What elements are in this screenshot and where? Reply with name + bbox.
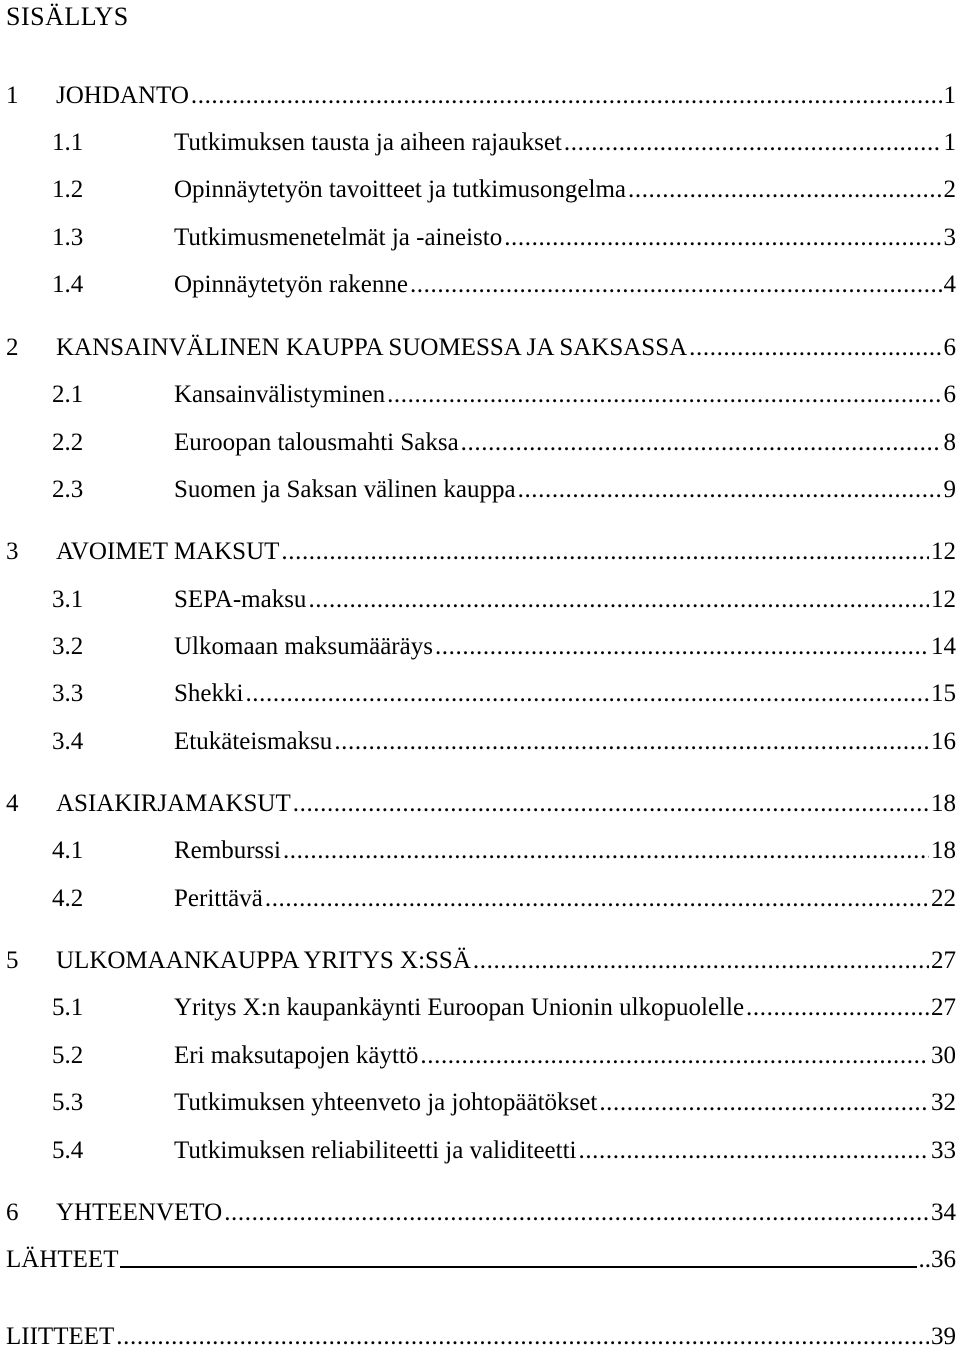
toc-section-5-2[interactable]: [52, 1041, 956, 1071]
toc-section-3-2[interactable]: [52, 632, 956, 662]
section-number: 5.3: [52, 1089, 84, 1116]
toc-title: SISÄLLYS: [6, 2, 129, 31]
page-number: ..36: [918, 1246, 956, 1273]
dot-leader: [420, 1041, 929, 1071]
dot-leader: [116, 1322, 929, 1352]
dot-leader: [461, 428, 942, 458]
section-title: Yritys X:n kaupankäynti Euroopan Unionin ulkopuolelle: [174, 994, 745, 1021]
appendices-title: LIITTEET: [6, 1323, 115, 1350]
section-title: Suomen ja Saksan välinen kauppa: [174, 476, 516, 503]
chapter-title: AVOIMET MAKSUT: [56, 538, 280, 565]
page-number: 15: [931, 680, 956, 707]
dot-leader: [334, 727, 929, 757]
toc-appendices[interactable]: [6, 1322, 956, 1352]
chapter-number: 5: [6, 947, 19, 974]
section-number: 1.1: [52, 129, 84, 156]
section-number: 3.2: [52, 633, 84, 660]
section-number: 2.3: [52, 476, 84, 503]
dash-leader: [120, 1265, 916, 1268]
toc-section-2-3[interactable]: [52, 475, 956, 505]
toc-section-2-2[interactable]: [52, 428, 956, 458]
dot-leader: [504, 223, 941, 253]
dot-leader: [387, 380, 941, 410]
toc-section-5-4[interactable]: [52, 1136, 956, 1166]
section-title: Eri maksutapojen käyttö: [174, 1042, 419, 1069]
dot-leader: [746, 993, 929, 1023]
section-number: 1.2: [52, 176, 84, 203]
page-number: 2: [943, 176, 956, 203]
section-number: 5.2: [52, 1042, 84, 1069]
toc-chapter-2[interactable]: [6, 333, 956, 363]
page-number: 18: [931, 837, 956, 864]
toc-chapter-1[interactable]: [6, 81, 956, 111]
page-number: 12: [931, 586, 956, 613]
section-title: SEPA-maksu: [174, 586, 307, 613]
section-title: Tutkimuksen tausta ja aiheen rajaukset: [174, 129, 562, 156]
page-number: 27: [931, 947, 956, 974]
page-number: 33: [931, 1137, 956, 1164]
chapter-number: 4: [6, 790, 19, 817]
section-title: Etukäteismaksu: [174, 728, 333, 755]
chapter-title: KANSAINVÄLINEN KAUPPA SUOMESSA JA SAKSASSA: [56, 334, 688, 361]
dot-leader: [518, 475, 942, 505]
section-number: 4.2: [52, 885, 84, 912]
page-number: 14: [931, 633, 956, 660]
section-number: 5.1: [52, 994, 84, 1021]
chapter-number: 2: [6, 334, 19, 361]
page-number: 3: [943, 224, 956, 251]
section-title: Tutkimuksen reliabiliteetti ja validiteetti: [174, 1137, 577, 1164]
dot-leader: [265, 884, 929, 914]
toc-section-2-1[interactable]: [52, 380, 956, 410]
toc-section-4-2[interactable]: [52, 884, 956, 914]
dot-leader: [689, 333, 941, 363]
chapter-number: 1: [6, 82, 19, 109]
dot-leader: [578, 1136, 929, 1166]
chapter-title: YHTEENVETO: [56, 1199, 223, 1226]
section-title: Opinnäytetyön tavoitteet ja tutkimusongelma: [174, 176, 626, 203]
dot-leader: [293, 789, 929, 819]
dot-leader: [245, 679, 929, 709]
chapter-title: ULKOMAANKAUPPA YRITYS X:SSÄ: [56, 947, 471, 974]
section-number: 4.1: [52, 837, 84, 864]
section-title: Shekki: [174, 680, 244, 707]
toc-section-1-2[interactable]: [52, 175, 956, 205]
chapter-title: JOHDANTO: [56, 82, 189, 109]
toc-chapter-6[interactable]: [6, 1198, 956, 1228]
dot-leader: [435, 632, 929, 662]
page-number: 32: [931, 1089, 956, 1116]
dot-leader: [191, 81, 942, 111]
section-number: 2.1: [52, 381, 84, 408]
section-number: 3.1: [52, 586, 84, 613]
page-number: 34: [931, 1199, 956, 1226]
toc-section-5-1[interactable]: [52, 993, 956, 1023]
page-number: 27: [931, 994, 956, 1021]
dot-leader: [410, 270, 942, 300]
section-title: Tutkimusmenetelmät ja -aineisto: [174, 224, 503, 251]
section-title: Kansainvälistyminen: [174, 381, 386, 408]
toc-section-4-1[interactable]: [52, 836, 956, 866]
section-title: Tutkimuksen yhteenveto ja johtopäätökset: [174, 1089, 598, 1116]
page-number: 30: [931, 1042, 956, 1069]
page-number: 18: [931, 790, 956, 817]
page-number: 22: [931, 885, 956, 912]
section-number: 5.4: [52, 1137, 84, 1164]
toc-section-1-3[interactable]: [52, 223, 956, 253]
chapter-title: ASIAKIRJAMAKSUT: [56, 790, 291, 817]
dot-leader: [564, 128, 942, 158]
dot-leader: [224, 1198, 929, 1228]
section-title: Remburssi: [174, 837, 281, 864]
toc-section-1-1[interactable]: [52, 128, 956, 158]
dot-leader: [308, 585, 929, 615]
page-number: 6: [943, 381, 956, 408]
dot-leader: [283, 836, 929, 866]
page-number: 1: [943, 129, 956, 156]
section-title: Ulkomaan maksumääräys: [174, 633, 433, 660]
section-title: Perittävä: [174, 885, 263, 912]
toc-chapter-5[interactable]: [6, 946, 956, 976]
toc-section-1-4[interactable]: [52, 270, 956, 300]
toc-section-5-3[interactable]: [52, 1088, 956, 1118]
toc-chapter-4[interactable]: [6, 789, 956, 819]
dot-leader: [599, 1088, 929, 1118]
page-number: 1: [943, 82, 956, 109]
page-number: 12: [931, 538, 956, 565]
section-number: 2.2: [52, 429, 84, 456]
dot-leader: [628, 175, 942, 205]
toc-references[interactable]: [6, 1245, 956, 1275]
section-number: 3.4: [52, 728, 84, 755]
dot-leader: [281, 537, 929, 567]
toc-chapter-3[interactable]: [6, 537, 956, 567]
page-number: 6: [943, 334, 956, 361]
section-number: 3.3: [52, 680, 84, 707]
page-number: 39: [931, 1323, 956, 1350]
toc-section-3-4[interactable]: [52, 727, 956, 757]
toc-section-3-3[interactable]: [52, 679, 956, 709]
chapter-number: 6: [6, 1199, 19, 1226]
page-number: 4: [943, 271, 956, 298]
section-title: Opinnäytetyön rakenne: [174, 271, 408, 298]
page-number: 8: [943, 429, 956, 456]
toc-section-3-1[interactable]: [52, 585, 956, 615]
references-title: LÄHTEET: [6, 1246, 119, 1273]
chapter-number: 3: [6, 538, 19, 565]
section-number: 1.4: [52, 271, 84, 298]
section-number: 1.3: [52, 224, 84, 251]
section-title: Euroopan talousmahti Saksa: [174, 429, 459, 456]
page-number: 9: [943, 476, 956, 503]
dot-leader: [473, 946, 929, 976]
page-number: 16: [931, 728, 956, 755]
